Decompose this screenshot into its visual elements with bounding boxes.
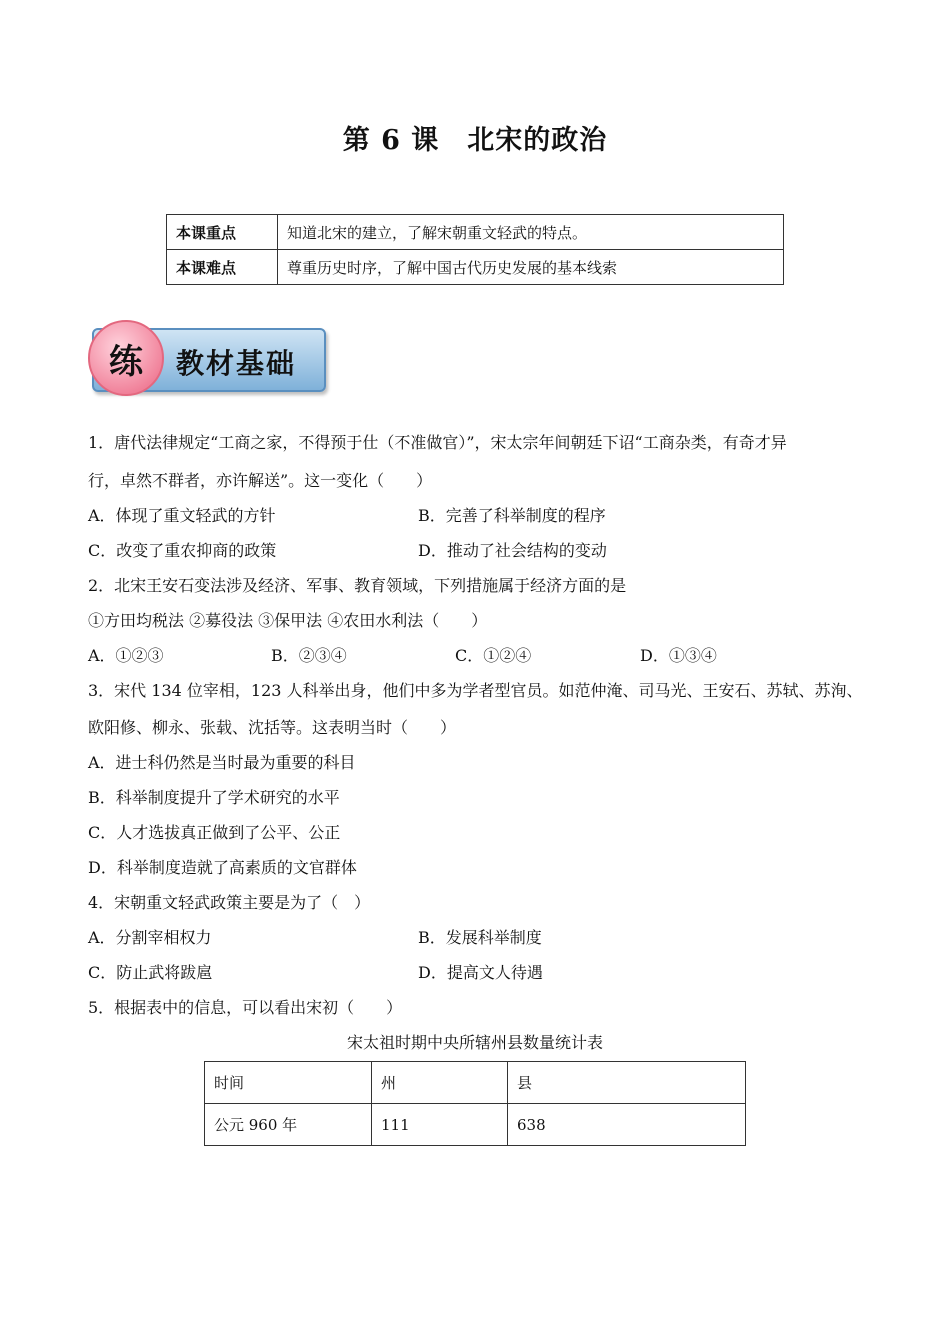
q1-option-a: A．体现了重文轻武的方针 (88, 506, 276, 525)
header-time: 时间 (205, 1062, 372, 1104)
q1-stem-line2: 行，卓然不群者，亦许解送”。这一变化（ ） (88, 471, 433, 490)
cell-county: 638 (508, 1104, 746, 1146)
q3-option-a: A．进士科仍然是当时最为重要的科目 (88, 753, 356, 772)
header-prefecture: 州 (372, 1062, 508, 1104)
q3-option-d: D．科举制度造就了高素质的文官群体 (88, 858, 357, 877)
q1-option-c: C．改变了重农抑商的政策 (88, 541, 277, 560)
difficulty-text: 尊重历史时序，了解中国古代历史发展的基本线索 (278, 250, 784, 285)
lesson-key-table (166, 214, 784, 285)
q1-option-b: B．完善了科举制度的程序 (418, 506, 606, 525)
q4-stem: 4．宋朝重文轻武政策主要是为了（ ） (88, 893, 371, 912)
q2-stem-line1: 2．北宋王安石变法涉及经济、军事、教育领域，下列措施属于经济方面的是 (88, 576, 627, 595)
q3-stem-line2: 欧阳修、柳永、张载、沈括等。这表明当时（ ） (88, 718, 457, 737)
statistics-table (204, 1061, 746, 1146)
table-row (167, 250, 784, 285)
q2-option-a: A．①②③ (88, 646, 164, 665)
section-banner (88, 320, 326, 396)
table-caption: 宋太祖时期中央所辖州县数量统计表 (346, 1033, 603, 1052)
q4-option-a: A．分割宰相权力 (88, 928, 212, 947)
q2-stem-line2: ①方田均税法 ②募役法 ③保甲法 ④农田水利法（ ） (88, 611, 488, 630)
table-row (167, 215, 784, 250)
q3-option-b: B．科举制度提升了学术研究的水平 (88, 788, 340, 807)
difficulty-label: 本课难点 (167, 250, 278, 285)
banner-title: 教材基础 (176, 347, 297, 380)
q2-option-b: B．②③④ (271, 646, 347, 665)
q2-option-c: C．①②④ (455, 646, 532, 665)
q4-option-c: C．防止武将跋扈 (88, 963, 213, 982)
cell-time: 公元 960 年 (205, 1104, 372, 1146)
table-row (205, 1104, 746, 1146)
key-label: 本课重点 (167, 215, 278, 250)
q3-option-c: C．人才选拔真正做到了公平、公正 (88, 823, 341, 842)
page-title: 第 6 课 北宋的政治 (342, 125, 608, 156)
key-text: 知道北宋的建立，了解宋朝重文轻武的特点。 (278, 215, 784, 250)
q4-option-d: D．提高文人待遇 (418, 963, 543, 982)
q4-option-b: B．发展科举制度 (418, 928, 542, 947)
header-county: 县 (508, 1062, 746, 1104)
table-header-row (205, 1062, 746, 1104)
q5-stem: 5．根据表中的信息，可以看出宋初（ ） (88, 998, 403, 1017)
q1-stem-line1: 1．唐代法律规定“工商之家，不得预于仕（不准做官）”，宋太宗年间朝廷下诏“工商杂类，有奇才异 (88, 433, 787, 452)
q1-option-d: D．推动了社会结构的变动 (418, 541, 607, 560)
q3-stem-line1: 3．宋代 134 位宰相，123 人科举出身，他们中多为学者型官员。如范仲淹、司马光、王安石、苏轼、苏洵、 (88, 681, 863, 700)
banner-circle-badge: 练 (88, 320, 164, 396)
cell-prefecture: 111 (372, 1104, 508, 1146)
q2-option-d: D．①③④ (640, 646, 717, 665)
